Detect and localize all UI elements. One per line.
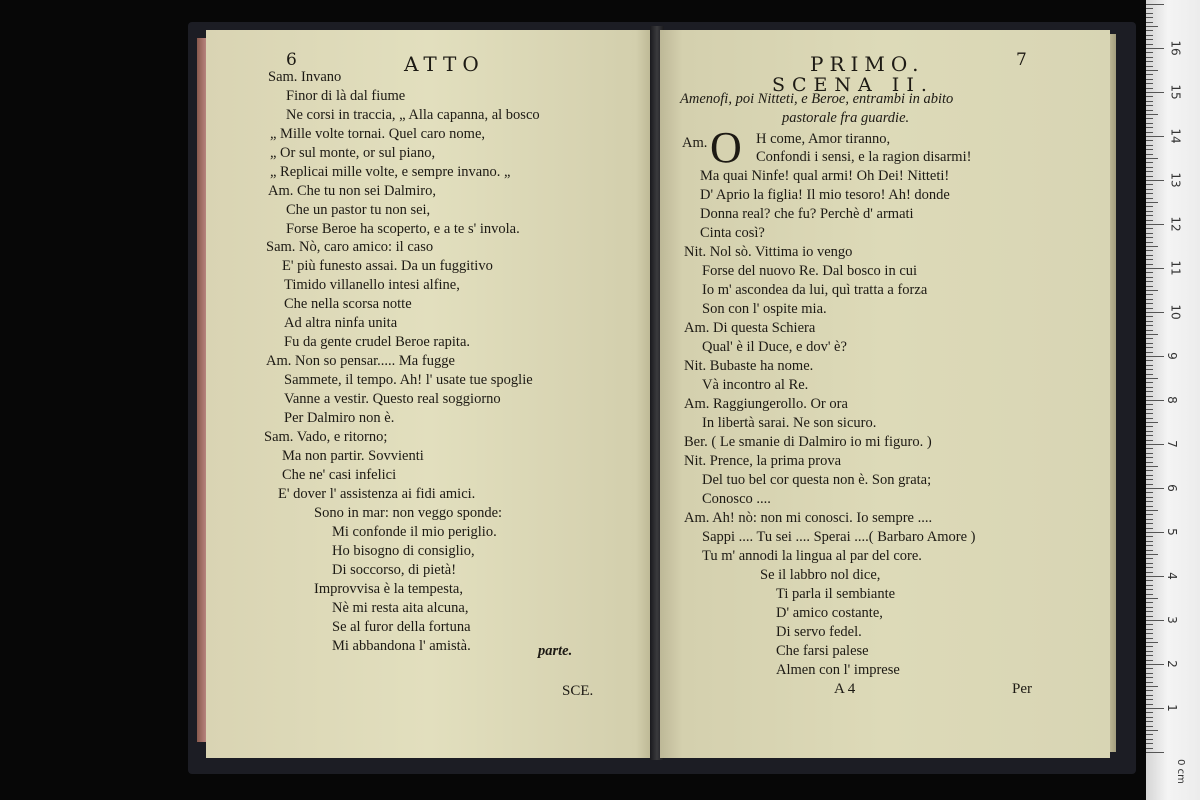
ruler-tick <box>1146 497 1153 498</box>
ruler-tick <box>1146 726 1153 727</box>
ruler-tick <box>1146 457 1153 458</box>
ruler-tick <box>1146 233 1153 234</box>
ruler-tick <box>1146 149 1153 150</box>
ruler-tick <box>1146 242 1153 243</box>
text-line: Io m' ascondea da lui, quì tratta a forza <box>702 282 928 298</box>
ruler-tick <box>1146 686 1158 687</box>
ruler-tick <box>1146 277 1153 278</box>
ruler-tick <box>1146 259 1153 260</box>
ruler-tick <box>1146 576 1164 577</box>
text-line: Mi confonde il mio periglio. <box>332 524 497 540</box>
ruler-tick <box>1146 677 1153 678</box>
ruler-tick <box>1146 624 1153 625</box>
text-line: Che un pastor tu non sei, <box>286 202 431 218</box>
ruler-tick <box>1146 396 1153 397</box>
ruler-tick <box>1146 431 1153 432</box>
ruler-tick <box>1146 52 1153 53</box>
ruler-tick <box>1146 730 1158 731</box>
ruler-tick <box>1146 39 1153 40</box>
ruler-tick <box>1146 246 1158 247</box>
text-line: Và incontro al Re. <box>702 377 809 393</box>
text-line: „ Or sul monte, or sul piano, <box>270 145 436 161</box>
ruler-tick <box>1146 638 1153 639</box>
ruler-tick <box>1146 585 1153 586</box>
ruler-tick <box>1146 8 1153 9</box>
ruler-tick <box>1146 220 1153 221</box>
text-line: Che farsi palese <box>776 643 869 659</box>
ruler-tick <box>1146 602 1153 603</box>
text-line: Sono in mar: non veggo sponde: <box>314 505 503 521</box>
ruler-tick <box>1146 356 1164 357</box>
ruler-tick <box>1146 4 1164 5</box>
ruler-tick <box>1146 198 1153 199</box>
right-page <box>660 30 1110 758</box>
ruler-tick <box>1146 286 1153 287</box>
ruler-tick <box>1146 673 1153 674</box>
ruler-tick <box>1146 528 1153 529</box>
ruler-tick <box>1146 664 1164 665</box>
ruler-tick <box>1146 734 1153 735</box>
ruler-number: 1 <box>1164 704 1179 712</box>
ruler-tick <box>1146 294 1153 295</box>
ruler-number: 6 <box>1164 484 1179 492</box>
ruler-tick <box>1146 57 1153 58</box>
ruler-tick <box>1146 308 1153 309</box>
ruler-tick <box>1146 479 1153 480</box>
text-line: Almen con l' imprese <box>776 662 900 678</box>
ruler-tick <box>1146 563 1153 564</box>
ruler-tick <box>1146 211 1153 212</box>
ruler-tick <box>1146 717 1153 718</box>
ruler-tick <box>1146 215 1153 216</box>
ruler-tick <box>1146 158 1158 159</box>
ruler-tick <box>1146 145 1153 146</box>
ruler-tick <box>1146 554 1158 555</box>
text-line: D' Aprio la figlia! Il mio tesoro! Ah! donde <box>700 187 950 203</box>
ruler-tick <box>1146 466 1158 467</box>
ruler-tick <box>1146 629 1153 630</box>
text-line: Sam. Vado, e ritorno; <box>264 429 388 445</box>
ruler-tick <box>1146 589 1153 590</box>
ruler-tick <box>1146 404 1153 405</box>
ruler-tick <box>1146 721 1153 722</box>
text-line: Ti parla il sembiante <box>776 586 896 602</box>
text-line: Ho bisogno di consiglio, <box>332 543 475 559</box>
ruler-tick <box>1146 611 1153 612</box>
text-line: Am. Di questa Schiera <box>684 320 816 336</box>
text-line: Che ne' casi infelici <box>282 467 397 483</box>
text-line: Ma quai Ninfe! qual armi! Oh Dei! Nitteti! <box>700 168 950 184</box>
ruler-tick <box>1146 501 1153 502</box>
ruler-number: 13 <box>1168 172 1183 188</box>
text-line: Am. Che tu non sei Dalmiro, <box>268 183 436 199</box>
page-number: 6 <box>286 50 297 70</box>
ruler-tick <box>1146 66 1153 67</box>
ruler-tick <box>1146 123 1153 124</box>
ruler-number: 10 <box>1168 304 1183 320</box>
text-line: Timido villanello intesi alfine, <box>284 277 460 293</box>
ruler-tick <box>1146 536 1153 537</box>
text-line: Ma non partir. Sovvienti <box>282 448 424 464</box>
ruler-tick <box>1146 752 1164 753</box>
text-line: Confondi i sensi, e la ragion disarmi! <box>756 149 972 165</box>
cast-line: pastorale fra guardie. <box>782 110 910 126</box>
ruler-tick <box>1146 704 1153 705</box>
ruler-tick <box>1146 708 1164 709</box>
ruler-tick <box>1146 519 1153 520</box>
text-line: Per Dalmiro non è. <box>284 410 395 426</box>
ruler-tick <box>1146 290 1158 291</box>
ruler-tick <box>1146 321 1153 322</box>
ruler-tick <box>1146 699 1153 700</box>
text-line: Qual' è il Duce, e dov' è? <box>702 339 847 355</box>
ruler-tick <box>1146 572 1153 573</box>
ruler-tick <box>1146 272 1153 273</box>
text-line: Ne corsi in traccia, „ Alla capanna, al bosco <box>286 107 540 123</box>
text-line: Finor di là dal fiume <box>286 88 406 104</box>
ruler-tick <box>1146 378 1158 379</box>
ruler-tick <box>1146 655 1153 656</box>
drop-cap: O <box>710 123 742 172</box>
ruler-tick <box>1146 651 1153 652</box>
cast-line: Amenofi, poi Nitteti, e Beroe, entrambi in abito <box>680 91 954 107</box>
text-line: In libertà sarai. Ne son sicuro. <box>702 415 877 431</box>
ruler-tick <box>1146 105 1153 106</box>
ruler-tick <box>1146 594 1153 595</box>
ruler-tick <box>1146 228 1153 229</box>
ruler-tick <box>1146 448 1153 449</box>
text-line: H come, Amor tiranno, <box>756 131 891 147</box>
ruler-tick <box>1146 541 1153 542</box>
ruler-tick <box>1146 35 1153 36</box>
ruler-tick <box>1146 690 1153 691</box>
ruler-tick <box>1146 299 1153 300</box>
ruler-tick <box>1146 409 1153 410</box>
ruler-tick <box>1146 61 1153 62</box>
ruler-tick <box>1146 22 1153 23</box>
ruler-tick <box>1146 514 1153 515</box>
text-line: Nit. Prence, la prima prova <box>684 453 842 469</box>
ruler-tick <box>1146 426 1153 427</box>
ruler-tick <box>1146 400 1164 401</box>
text-line: E' più funesto assai. Da un fuggitivo <box>282 258 493 274</box>
ruler-tick <box>1146 114 1158 115</box>
text-line: Di servo fedel. <box>776 624 862 640</box>
ruler-tick <box>1146 17 1153 18</box>
ruler-tick <box>1146 510 1158 511</box>
ruler-tick <box>1146 360 1153 361</box>
ruler-tick <box>1146 646 1153 647</box>
ruler-tick <box>1146 422 1158 423</box>
ruler-tick <box>1146 435 1153 436</box>
ruler-tick <box>1146 250 1153 251</box>
ruler-number: 15 <box>1168 84 1183 100</box>
ruler-tick <box>1146 444 1164 445</box>
ruler-tick <box>1146 453 1153 454</box>
text-line: Ber. ( Le smanie di Dalmiro io mi figuro. ) <box>684 434 932 450</box>
ruler-tick <box>1146 180 1164 181</box>
ruler-number: 2 <box>1164 660 1179 668</box>
text-line: Am. Raggiungerollo. Or ora <box>684 396 848 412</box>
ruler-tick <box>1146 202 1158 203</box>
ruler-number: 11 <box>1168 260 1183 276</box>
text-line: parte. <box>538 643 573 659</box>
ruler-tick <box>1146 532 1164 533</box>
text-line: „ Mille volte tornai. Quel caro nome, <box>270 126 486 142</box>
ruler-tick <box>1146 30 1153 31</box>
ruler-tick <box>1146 281 1153 282</box>
ruler-tick <box>1146 739 1153 740</box>
ruler-tick <box>1146 13 1153 14</box>
ruler-tick <box>1146 48 1164 49</box>
ruler-tick <box>1146 171 1153 172</box>
ruler-tick <box>1146 506 1153 507</box>
text-line: Sappi .... Tu sei .... Sperai ....( Barbaro Amore ) <box>702 529 976 545</box>
ruler-tick <box>1146 237 1153 238</box>
text-line: Am. <box>682 135 708 151</box>
text-line: Forse Beroe ha scoperto, e a te s' invola. <box>286 221 520 237</box>
text-line: Nè mi resta aita alcuna, <box>332 600 469 616</box>
ruler-tick <box>1146 545 1153 546</box>
ruler-tick <box>1146 255 1153 256</box>
ruler-tick <box>1146 127 1153 128</box>
ruler-tick <box>1146 334 1158 335</box>
text-line: Se il labbro nol dice, <box>760 567 881 583</box>
ruler-tick <box>1146 616 1153 617</box>
text-line: Ad altra ninfa unita <box>284 315 398 331</box>
ruler-tick <box>1146 567 1153 568</box>
signature-mark: A 4 <box>834 681 856 697</box>
ruler-tick <box>1146 475 1153 476</box>
ruler-tick <box>1146 268 1164 269</box>
ruler-tick <box>1146 748 1153 749</box>
left-page <box>206 30 654 758</box>
text-line: D' amico costante, <box>776 605 883 621</box>
ruler-tick <box>1146 154 1153 155</box>
ruler-tick <box>1146 338 1153 339</box>
ruler-tick <box>1146 492 1153 493</box>
ruler-tick <box>1146 682 1153 683</box>
text-line: Nit. Bubaste ha nome. <box>684 358 814 374</box>
ruler-tick <box>1146 224 1164 225</box>
ruler-tick <box>1146 312 1164 313</box>
ruler-tick <box>1146 523 1153 524</box>
ruler-tick <box>1146 347 1153 348</box>
ruler-number: 4 <box>1164 572 1179 580</box>
ruler-tick <box>1146 44 1153 45</box>
text-line: Sammete, il tempo. Ah! l' usate tue spoglie <box>284 372 533 388</box>
ruler-tick <box>1146 70 1158 71</box>
ruler-tick <box>1146 264 1153 265</box>
ruler-tick <box>1146 374 1153 375</box>
ruler-tick <box>1146 642 1158 643</box>
ruler-tick <box>1146 695 1153 696</box>
text-line: Am. Ah! nò: non mi conosci. Io sempre .... <box>684 510 933 526</box>
running-header: PRIMO. <box>810 52 925 76</box>
text-line: E' dover l' assistenza ai fidi amici. <box>278 486 476 502</box>
text-line: Forse del nuovo Re. Dal bosco in cui <box>702 263 918 279</box>
ruler-tick <box>1146 167 1153 168</box>
text-line: Donna real? che fu? Perchè d' armati <box>700 206 914 222</box>
ruler-tick <box>1146 101 1153 102</box>
ruler-tick <box>1146 26 1158 27</box>
ruler-tick <box>1146 83 1153 84</box>
ruler-tick <box>1146 488 1164 489</box>
text-line: „ Replicai mille volte, e sempre invano. „ <box>270 164 511 180</box>
ruler-tick <box>1146 620 1164 621</box>
ruler-tick <box>1146 484 1153 485</box>
text-line: Sam. Nò, caro amico: il caso <box>266 239 434 255</box>
ruler-tick <box>1146 184 1153 185</box>
text-line: Fu da gente crudel Beroe rapita. <box>284 334 471 350</box>
ruler-tick <box>1146 325 1153 326</box>
page-number: 7 <box>1016 50 1027 70</box>
ruler-tick <box>1146 343 1153 344</box>
ruler-tick <box>1146 352 1153 353</box>
catchword: Per <box>1012 681 1032 697</box>
ruler-tick <box>1146 176 1153 177</box>
ruler-tick <box>1146 440 1153 441</box>
ruler-tick <box>1146 598 1158 599</box>
ruler-tick <box>1146 79 1153 80</box>
text-line: Cinta così? <box>700 225 765 241</box>
ruler-tick <box>1146 668 1153 669</box>
ruler-tick <box>1146 387 1153 388</box>
ruler-number: 3 <box>1164 616 1179 624</box>
text-line: Nit. Nol sò. Vittima io vengo <box>684 244 853 260</box>
ruler-tick <box>1146 74 1153 75</box>
ruler-tick <box>1146 92 1164 93</box>
ruler-tick <box>1146 193 1153 194</box>
ruler-tick <box>1146 206 1153 207</box>
ruler-number: 12 <box>1168 216 1183 232</box>
ruler-tick <box>1146 365 1153 366</box>
measuring-ruler <box>1146 0 1200 800</box>
ruler-number: 5 <box>1164 528 1179 536</box>
ruler-tick <box>1146 743 1153 744</box>
ruler-number: 8 <box>1164 396 1179 404</box>
ruler-tick <box>1146 550 1153 551</box>
ruler-tick <box>1146 330 1153 331</box>
ruler-tick <box>1146 382 1153 383</box>
ruler-tick <box>1146 189 1153 190</box>
text-line: Se al furor della fortuna <box>332 619 471 635</box>
ruler-tick <box>1146 162 1153 163</box>
text-line: Improvvisa è la tempesta, <box>314 581 463 597</box>
ruler-tick <box>1146 418 1153 419</box>
ruler-tick <box>1146 140 1153 141</box>
text-line: Di soccorso, di pietà! <box>332 562 457 578</box>
ruler-tick <box>1146 316 1153 317</box>
text-line: Tu m' annodi la lingua al par del core. <box>702 548 922 564</box>
ruler-tick <box>1146 88 1153 89</box>
ruler-tick <box>1146 96 1153 97</box>
text-line: Am. Non so pensar..... Ma fugge <box>266 353 455 369</box>
ruler-tick <box>1146 303 1153 304</box>
text-line: Del tuo bel cor questa non è. Son grata; <box>702 472 932 488</box>
ruler-tick <box>1146 136 1164 137</box>
ruler-tick <box>1146 462 1153 463</box>
ruler-number: 7 <box>1164 440 1179 448</box>
catchword: SCE. <box>562 683 594 699</box>
ruler-tick <box>1146 558 1153 559</box>
ruler-tick <box>1146 633 1153 634</box>
ruler-number: 16 <box>1168 40 1183 56</box>
ruler-tick <box>1146 712 1153 713</box>
ruler-tick <box>1146 369 1153 370</box>
scene-heading: SCENA II. <box>772 74 934 96</box>
ruler-tick <box>1146 110 1153 111</box>
ruler-tick <box>1146 470 1153 471</box>
ruler-number: 14 <box>1168 128 1183 144</box>
text-line: Conosco .... <box>702 491 771 507</box>
ruler-number: 9 <box>1164 352 1179 360</box>
ruler-tick <box>1146 132 1153 133</box>
text-line: Che nella scorsa notte <box>284 296 412 312</box>
text-line: Son con l' ospite mia. <box>702 301 827 317</box>
ruler-tick <box>1146 660 1153 661</box>
text-line: Mi abbandona l' amistà. <box>332 638 471 654</box>
ruler-tick <box>1146 413 1153 414</box>
ruler-tick <box>1146 580 1153 581</box>
ruler-tick <box>1146 607 1153 608</box>
text-line: Vanne a vestir. Questo real soggiorno <box>284 391 501 407</box>
ruler-tick <box>1146 391 1153 392</box>
text-line: Sam. Invano <box>268 69 342 85</box>
ruler-unit-label: 0 cm <box>1174 759 1186 784</box>
running-header: ATTO <box>404 52 485 76</box>
ruler-tick <box>1146 118 1153 119</box>
